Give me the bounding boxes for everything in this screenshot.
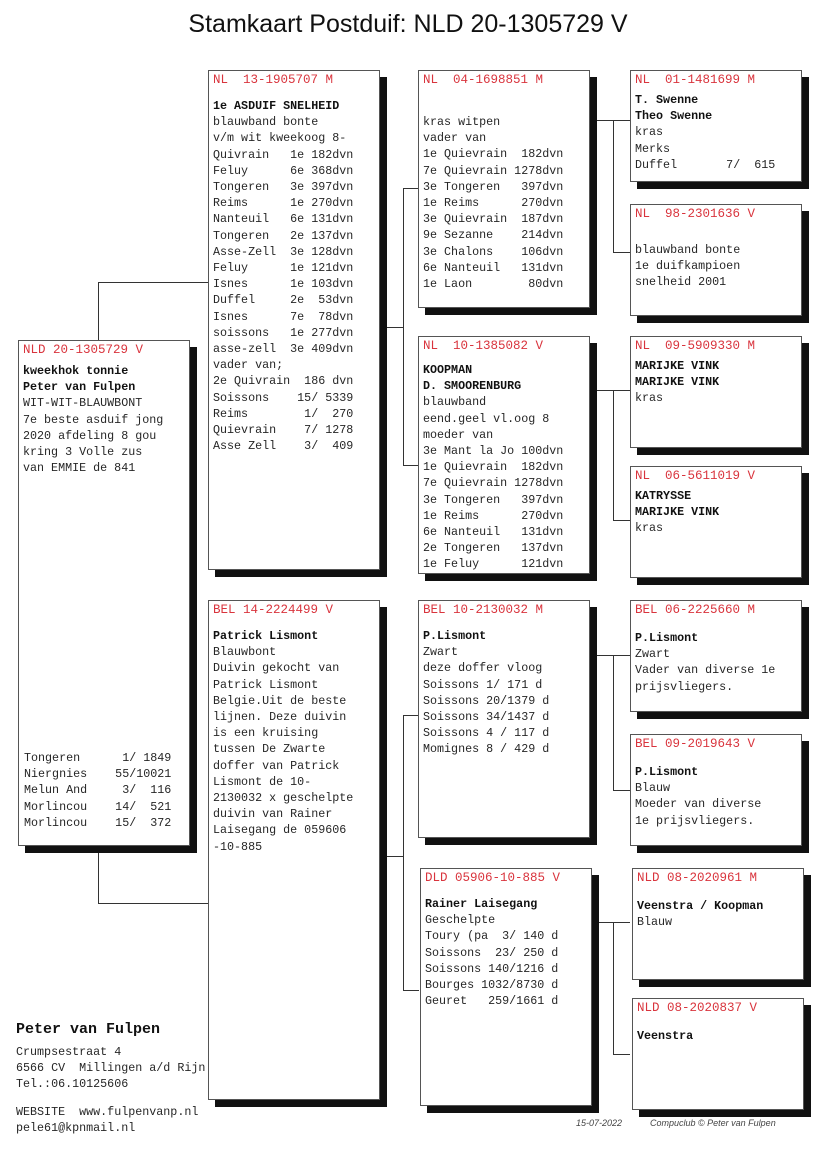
- pedigree-line: 1e Laon 80dvn: [423, 277, 564, 292]
- father-line: Nanteuil 6e 131dvn: [213, 212, 354, 227]
- pedigree-line: MARIJKE VINK: [635, 375, 720, 390]
- print-date: 15-07-2022: [576, 1118, 623, 1128]
- owner-name: Peter van Fulpen: [16, 1021, 161, 1038]
- great-grandparent-ring: NL 01-1481699 M: [635, 73, 756, 87]
- pedigree-line: D. SMOORENBURG: [423, 379, 522, 394]
- pedigree-line: 3e Tongeren 397dvn: [423, 179, 564, 194]
- mother-line: is een kruising: [213, 726, 319, 741]
- connector-line: [403, 465, 419, 466]
- pedigree-line: 1e Reims 270dvn: [423, 508, 564, 523]
- mother-line: Laisegang de 059606: [213, 823, 347, 838]
- great-grandparent-ring: NL 06-5611019 V: [635, 469, 756, 483]
- subject-line: kring 3 Volle zus: [23, 445, 143, 460]
- pedigree-line: Zwart: [423, 645, 459, 660]
- pedigree-line: Geschelpte: [425, 913, 496, 928]
- connector-line: [597, 390, 613, 391]
- maternal-grandmother-card[interactable]: [420, 868, 592, 1106]
- pedigree-line: Blauw: [637, 915, 673, 930]
- pedigree-line: Vader van diverse 1e: [635, 663, 776, 678]
- father-line: Isnes 7e 78dvn: [213, 309, 354, 324]
- pedigree-line: 2e Tongeren 137dvn: [423, 541, 564, 556]
- great-grandparent-card[interactable]: [630, 204, 802, 316]
- connector-line: [613, 252, 630, 253]
- pedigree-line: Soissons 4 / 117 d: [423, 726, 550, 741]
- pedigree-line: 1e Quievrain 182dvn: [423, 460, 564, 475]
- spacer: [635, 226, 795, 242]
- pedigree-line: 7e Quievrain 1278dvn: [423, 476, 564, 491]
- connector-line: [403, 715, 404, 990]
- pedigree-line: eend.geel vl.oog 8: [423, 411, 550, 426]
- subject-line: Peter van Fulpen: [23, 380, 136, 395]
- connector-line: [613, 120, 630, 121]
- pedigree-line: P.Lismont: [423, 629, 487, 643]
- connector-line: [403, 990, 419, 991]
- pedigree-line: 3e Quievrain 187dvn: [423, 212, 564, 227]
- pedigree-line: 3e Chalons 106dvn: [423, 244, 564, 259]
- mother-line: Patrick Lismont: [213, 677, 319, 692]
- pedigree-line: blauwband bonte: [635, 243, 741, 257]
- pedigree-line: Soissons 23/ 250 d: [425, 945, 559, 960]
- pedigree-line: Zwart: [635, 647, 671, 662]
- mother-line: duivin van Rainer: [213, 807, 333, 822]
- owner-address: Crumpsestraat 4: [16, 1045, 122, 1059]
- pedigree-line: vader van: [423, 131, 487, 146]
- connector-line: [613, 390, 614, 520]
- great-grandparent-card[interactable]: [630, 70, 802, 182]
- mother-line: -10-885: [213, 839, 263, 854]
- father-line: Asse-Zell 3e 128dvn: [213, 244, 354, 259]
- pedigree-line: KOOPMAN: [423, 363, 473, 377]
- pedigree-line: Soissons 1/ 171 d: [423, 677, 543, 692]
- pedigree-line: Veenstra: [637, 1029, 694, 1043]
- connector-line: [613, 922, 630, 923]
- connector-line: [403, 188, 404, 465]
- owner-city: 6566 CV Millingen a/d Rijn: [16, 1061, 206, 1075]
- subject-ring: NLD 20-1305729 V: [23, 343, 144, 357]
- pedigree-line: 1e Feluy 121dvn: [423, 557, 564, 572]
- pedigree-line: kras: [635, 521, 664, 536]
- father-line: Isnes 1e 103dvn: [213, 277, 354, 292]
- pedigree-line: Soissons 20/1379 d: [423, 693, 550, 708]
- connector-line: [387, 856, 403, 857]
- connector-line: [613, 790, 630, 791]
- subject-results: [24, 750, 171, 831]
- connector-line: [98, 282, 99, 342]
- great-grandparent-card[interactable]: [632, 868, 804, 980]
- connector-line: [613, 655, 614, 790]
- pedigree-line: 1e prijsvliegers.: [635, 813, 755, 828]
- pedigree-line: MARIJKE VINK: [635, 505, 720, 520]
- pedigree-line: moeder van: [423, 427, 494, 442]
- pedigree-line: 1e Reims 270dvn: [423, 196, 564, 211]
- pedigree-line: Soissons 34/1437 d: [423, 710, 550, 725]
- father-line: soissons 1e 277dvn: [213, 325, 354, 340]
- result-line: Niergnies 55/10021: [24, 767, 172, 782]
- mother-line: tussen De Zwarte: [213, 742, 326, 757]
- pedigree-line: Duffel 7/ 615: [635, 157, 776, 172]
- great-grandparent-card[interactable]: [632, 998, 804, 1110]
- subject-line: 2020 afdeling 8 gou: [23, 428, 157, 443]
- paternal-grandmother-ring: NL 10-1385082 V: [423, 339, 544, 353]
- pedigree-line: Toury (pa 3/ 140 d: [425, 929, 559, 944]
- mother-ring: BEL 14-2224499 V: [213, 603, 334, 617]
- pedigree-line: Theo Swenne: [635, 109, 713, 124]
- father-line: Tongeren 2e 137dvn: [213, 228, 354, 243]
- maternal-grandmother-ring: DLD 05906-10-885 V: [425, 871, 561, 885]
- great-grandparent-ring: BEL 06-2225660 M: [635, 603, 756, 617]
- father-line: Reims 1e 270dvn: [213, 196, 354, 211]
- great-grandparent-card[interactable]: [630, 336, 802, 448]
- paternal-grandfather-card[interactable]: [418, 70, 590, 308]
- mother-card[interactable]: [208, 600, 380, 1100]
- mother-line: Belgie.Uit de beste: [213, 693, 347, 708]
- subject-line: kweekhok tonnie: [23, 364, 129, 378]
- great-grandparent-ring: BEL 09-2019643 V: [635, 737, 756, 751]
- pedigree-line: 1e Quievrain 182dvn: [423, 147, 564, 162]
- father-line: Quivrain 1e 182dvn: [213, 147, 354, 162]
- result-line: Melun And 3/ 116: [24, 783, 172, 798]
- pedigree-line: prijsvliegers.: [635, 679, 734, 694]
- father-line: v/m wit kweekoog 8-: [213, 131, 347, 146]
- pedigree-line: 9e Sezanne 214dvn: [423, 228, 564, 243]
- great-grandparent-ring: NL 98-2301636 V: [635, 207, 756, 221]
- pedigree-line: T. Swenne: [635, 93, 699, 107]
- great-grandparent-ring: NLD 08-2020837 V: [637, 1001, 758, 1015]
- connector-line: [613, 390, 630, 391]
- connector-line: [98, 282, 208, 283]
- result-line: Morlincou 15/ 372: [24, 815, 172, 830]
- pedigree-line: snelheid 2001: [635, 275, 727, 290]
- mother-line: Blauwbont: [213, 645, 277, 660]
- connector-line: [597, 655, 613, 656]
- connector-line: [403, 188, 419, 189]
- father-line: 1e ASDUIF SNELHEID: [213, 99, 340, 113]
- subject-line: WIT-WIT-BLAUWBONT: [23, 396, 143, 411]
- father-line: Duffel 2e 53dvn: [213, 293, 354, 308]
- pedigree-line: 1e duifkampioen: [635, 259, 741, 274]
- mother-line: Patrick Lismont: [213, 629, 319, 643]
- father-line: Quievrain 7/ 1278: [213, 423, 354, 438]
- page-title: Stamkaart Postduif: NLD 20-1305729 V: [188, 10, 628, 38]
- pedigree-line: Merks: [635, 141, 671, 156]
- pedigree-line: 3e Tongeren 397dvn: [423, 492, 564, 507]
- pedigree-line: Rainer Laisegang: [425, 897, 538, 911]
- great-grandparent-ring: NL 09-5909330 M: [635, 339, 756, 353]
- pedigree-line: P.Lismont: [635, 631, 699, 645]
- pedigree-line: kras: [635, 391, 664, 406]
- great-grandparent-card[interactable]: [630, 734, 802, 846]
- pedigree-line: deze doffer vloog: [423, 661, 543, 676]
- connector-line: [613, 922, 614, 1054]
- connector-line: [613, 655, 630, 656]
- pedigree-line: 3e Mant la Jo 100dvn: [423, 444, 564, 459]
- owner-web-block: [16, 1104, 198, 1136]
- mother-line: lijnen. Deze duivin: [213, 710, 347, 725]
- connector-line: [403, 715, 419, 716]
- pedigree-line: Momignes 8 / 429 d: [423, 742, 550, 757]
- pedigree-line: Veenstra / Koopman: [637, 899, 764, 913]
- great-grandparent-ring: NLD 08-2020961 M: [637, 871, 758, 885]
- connector-line: [597, 120, 613, 121]
- great-grandparent-card[interactable]: [630, 600, 802, 712]
- pedigree-line: Bourges 1032/8730 d: [425, 978, 559, 993]
- pedigree-line: Moeder van diverse: [635, 797, 762, 812]
- spacer: [423, 98, 583, 114]
- pedigree-line: 6e Nanteuil 131dvn: [423, 525, 564, 540]
- father-line: Soissons 15/ 5339: [213, 390, 354, 405]
- connector-line: [98, 903, 208, 904]
- father-line: vader van;: [213, 358, 284, 373]
- father-line: asse-zell 3e 409dvn: [213, 342, 354, 357]
- subject-line: van EMMIE de 841: [23, 461, 136, 476]
- pedigree-line: MARIJKE VINK: [635, 359, 720, 373]
- paternal-grandfather-ring: NL 04-1698851 M: [423, 73, 544, 87]
- father-ring: NL 13-1905707 M: [213, 73, 334, 87]
- pedigree-line: blauwband: [423, 395, 487, 410]
- result-line: Morlincou 14/ 521: [24, 799, 172, 814]
- pedigree-line: 7e Quievrain 1278dvn: [423, 163, 564, 178]
- pedigree-line: kras witpen: [423, 115, 501, 129]
- connector-line: [387, 327, 403, 328]
- pedigree-line: Blauw: [635, 781, 671, 796]
- owner-phone: Tel.:06.10125606: [16, 1077, 129, 1091]
- pedigree-line: Geuret 259/1661 d: [425, 994, 559, 1009]
- owner-block: [16, 1020, 205, 1092]
- mother-line: doffer van Patrick: [213, 758, 340, 773]
- owner-email[interactable]: pele61@kpnmail.nl: [16, 1121, 136, 1135]
- maternal-grandfather-card[interactable]: [418, 600, 590, 838]
- result-line: Tongeren 1/ 1849: [24, 751, 172, 765]
- mother-line: 2130032 x geschelpte: [213, 791, 354, 806]
- subject-line: 7e beste asduif jong: [23, 412, 164, 427]
- father-line: Feluy 6e 368dvn: [213, 163, 354, 178]
- great-grandparent-card[interactable]: [630, 466, 802, 578]
- pedigree-line: P.Lismont: [635, 765, 699, 779]
- owner-website[interactable]: WEBSITE www.fulpenvanp.nl: [16, 1105, 199, 1119]
- father-line: Reims 1/ 270: [213, 406, 354, 421]
- father-line: Asse Zell 3/ 409: [213, 439, 354, 454]
- maternal-grandfather-ring: BEL 10-2130032 M: [423, 603, 544, 617]
- pedigree-line: 6e Nanteuil 131dvn: [423, 260, 564, 275]
- father-line: 2e Quivrain 186 dvn: [213, 374, 354, 389]
- pedigree-line: KATRYSSE: [635, 489, 692, 503]
- father-card[interactable]: [208, 70, 380, 570]
- connector-line: [613, 1054, 630, 1055]
- mother-line: Duivin gekocht van: [213, 661, 340, 676]
- connector-line: [613, 120, 614, 252]
- paternal-grandmother-card[interactable]: [418, 336, 590, 574]
- copyright: Compuclub © Peter van Fulpen: [650, 1118, 776, 1128]
- father-line: blauwband bonte: [213, 115, 319, 130]
- connector-line: [613, 520, 630, 521]
- father-line: Tongeren 3e 397dvn: [213, 180, 354, 195]
- pedigree-line: Soissons 140/1216 d: [425, 961, 559, 976]
- mother-line: Lismont de 10-: [213, 774, 312, 789]
- father-line: Feluy 1e 121dvn: [213, 261, 354, 276]
- connector-line: [98, 845, 99, 903]
- connector-line: [597, 922, 613, 923]
- pedigree-line: kras: [635, 125, 664, 140]
